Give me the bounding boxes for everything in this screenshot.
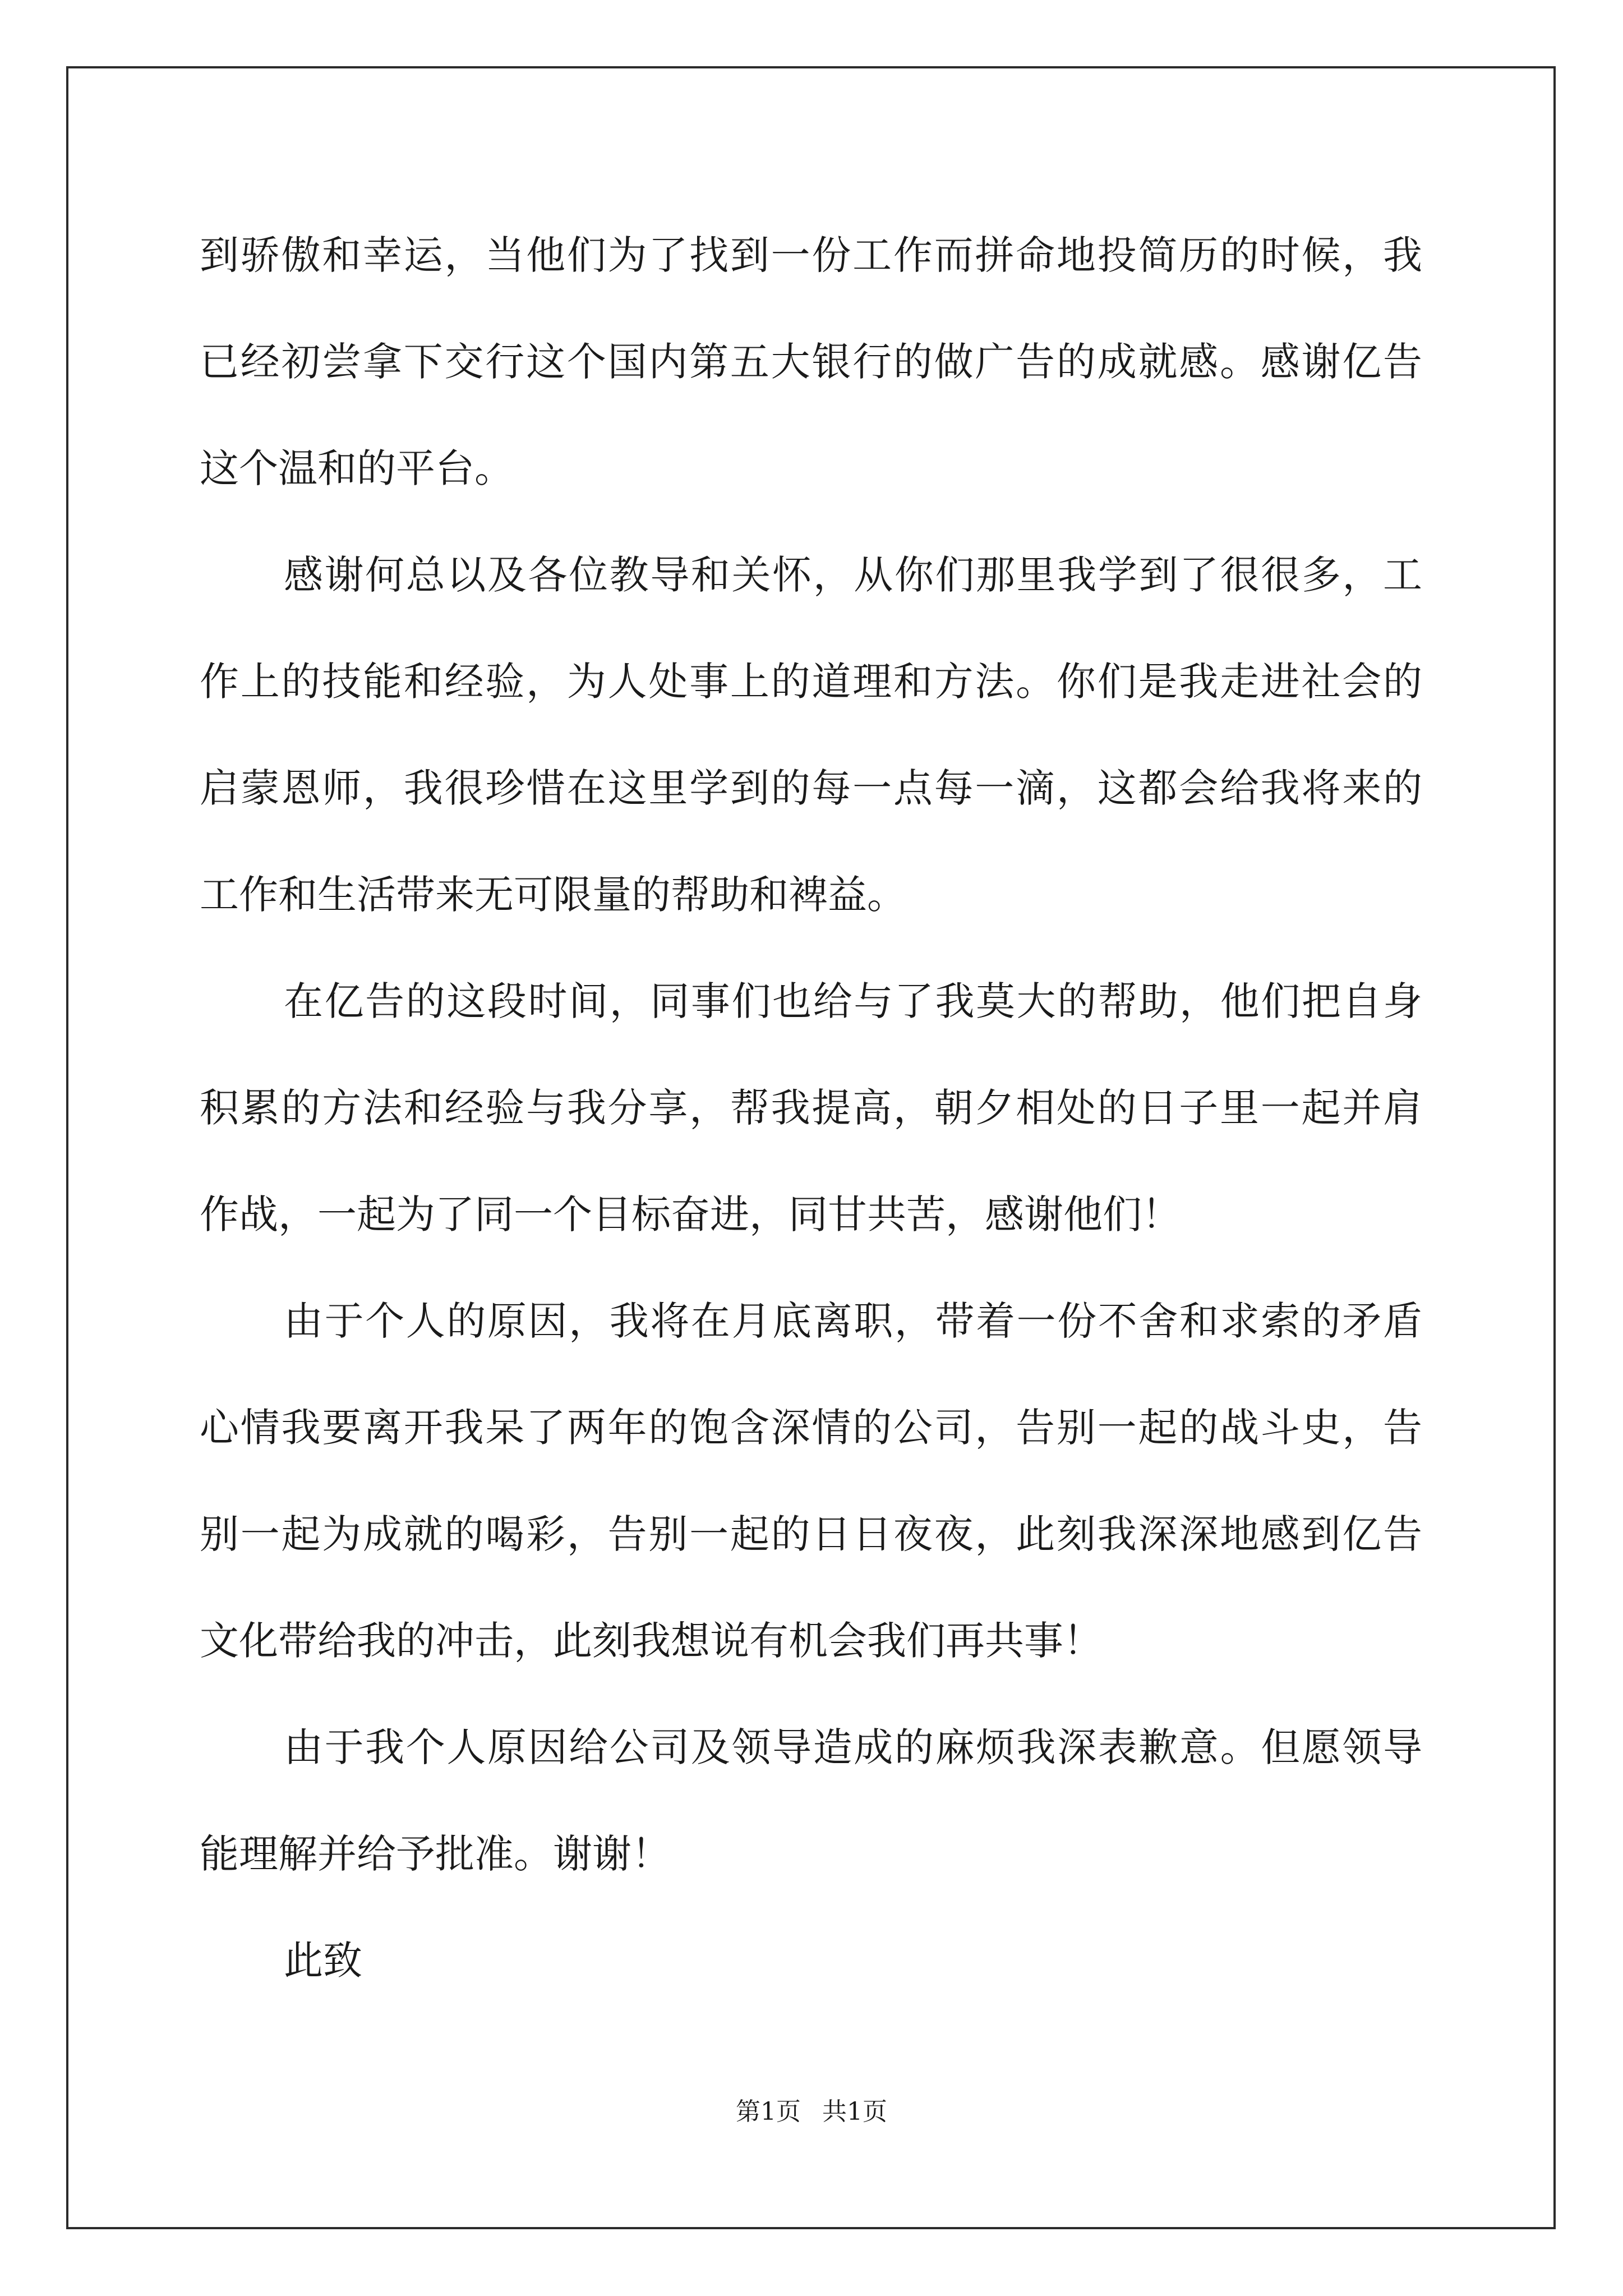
text-line: 能理解并给予批准。谢谢！	[200, 1831, 671, 1877]
text-line: 这个温和的平台。	[200, 445, 514, 491]
text-line: 文化带给我的冲击，此刻我想说有机会我们再共事！	[200, 1618, 1103, 1664]
text-line: 感谢何总以及各位教导和关怀，从你们那里我学到了很很多，工	[284, 552, 1422, 598]
text-line: 心情我要离开我呆了两年的饱含深情的公司，告别一起的战斗史，告	[200, 1405, 1422, 1451]
page-number: 第1页	[736, 2097, 801, 2126]
total-pages: 共1页	[822, 2097, 887, 2126]
text-line: 别一起为成就的喝彩，告别一起的日日夜夜，此刻我深深地感到亿告	[200, 1511, 1422, 1557]
text-line: 由于我个人原因给公司及领导造成的麻烦我深表歉意。但愿领导	[284, 1724, 1422, 1770]
text-line: 工作和生活带来无可限量的帮助和裨益。	[200, 872, 906, 918]
letter-body	[200, 213, 1422, 2025]
closing-salutation: 此致	[284, 1938, 362, 1984]
text-line: 在亿告的这段时间，同事们也给与了我莫大的帮助，他们把自身	[284, 978, 1422, 1024]
text-line: 作上的技能和经验，为人处事上的道理和方法。你们是我走进社会的	[200, 659, 1422, 705]
text-line: 作战，一起为了同一个目标奋进，同甘共苦，感谢他们！	[200, 1191, 1181, 1237]
text-line: 启蒙恩师，我很珍惜在这里学到的每一点每一滴，这都会给我将来的	[200, 765, 1422, 811]
text-line: 由于个人的原因，我将在月底离职，带着一份不舍和求索的矛盾	[284, 1298, 1422, 1344]
text-line: 已经初尝拿下交行这个国内第五大银行的做广告的成就感。感谢亿告	[200, 339, 1422, 385]
page-footer	[0, 2095, 1623, 2129]
text-line: 到骄傲和幸运，当他们为了找到一份工作而拼命地投简历的时候，我	[200, 232, 1422, 278]
text-line: 积累的方法和经验与我分享，帮我提高，朝夕相处的日子里一起并肩	[200, 1085, 1422, 1131]
